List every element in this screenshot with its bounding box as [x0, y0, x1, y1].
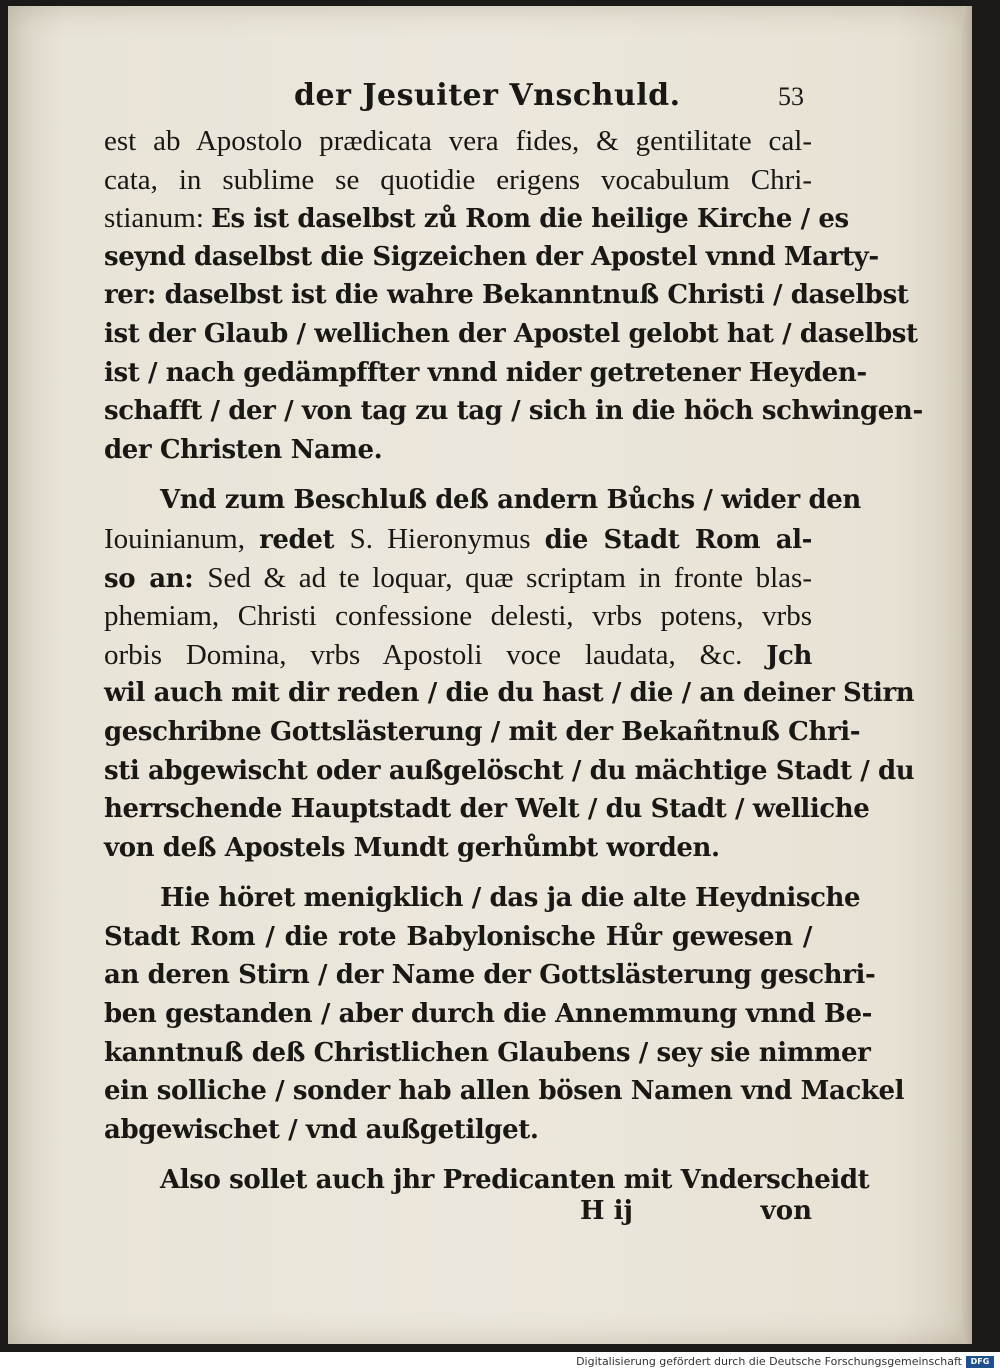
text-line — [104, 752, 915, 791]
text-line — [104, 636, 812, 675]
text-line — [104, 1111, 812, 1150]
text-line — [104, 956, 876, 995]
paragraph — [104, 879, 905, 1149]
text-line — [104, 713, 861, 752]
german-text: von deß Apostels Mundt gerhůmbt worden. — [104, 832, 720, 863]
latin-text: phemiam, Christi confessione delesti, vrbs potens, vrbs — [104, 600, 812, 633]
latin-text: Sed & ad te loquar, quæ scriptam in fronte blas- — [207, 561, 812, 594]
body-text — [104, 122, 923, 1212]
text-line — [104, 790, 870, 829]
page-number: 53 — [778, 82, 804, 111]
latin-text: est ab Apostolo prædicata vera fides, & gentilitate cal- — [104, 125, 812, 157]
german-text: kanntnuß deß Christlichen Glaubens / sey sie nimmer — [104, 1037, 871, 1068]
paragraph — [104, 1161, 870, 1200]
latin-text: Iouinianum, — [104, 522, 260, 555]
text-line — [104, 481, 861, 520]
catchline — [104, 1196, 812, 1236]
german-text: Es ist daselbst zů Rom die heilige Kirche / es — [211, 204, 849, 235]
catchword: von — [760, 1196, 812, 1226]
page-header — [8, 78, 972, 118]
text-line — [104, 392, 923, 431]
german-text: ben gestanden / aber durch die Annemmung vnnd Be- — [104, 999, 872, 1030]
text-line — [104, 1034, 871, 1073]
german-text: Stadt Rom / die rote Babylonische Hůr gewesen / — [104, 921, 812, 952]
footer-credit: Digitalisierung gefördert durch die Deutsche Forschungsgemeinschaft — [576, 1355, 962, 1368]
german-text: seynd daselbst die Sigzeichen der Apostel vnnd Marty- — [104, 241, 879, 272]
text-line — [104, 879, 861, 918]
text-line — [104, 520, 812, 559]
text-line — [104, 597, 812, 636]
german-text: ist / nach gedämpffter vnnd nider getretener Heyden- — [104, 357, 867, 388]
german-text: geschribne Gottslästerung / mit der Bekañtnuß Chri- — [104, 716, 861, 747]
text-line — [104, 315, 918, 354]
running-head: der Jesuiter Vnschuld. — [294, 78, 681, 113]
german-text: Jch — [766, 640, 812, 671]
page-edge — [962, 6, 972, 1344]
german-text: Also sollet auch jhr Predicanten mit Vnderscheidt — [160, 1165, 870, 1196]
german-text: sti abgewischt oder außgelöscht / du mächtige Stadt / du — [104, 755, 915, 786]
german-text: abgewischet / vnd außgetilget. — [104, 1114, 539, 1145]
text-line — [104, 238, 879, 277]
latin-text: orbis Domina, vrbs Apostoli voce laudata, &c. — [104, 638, 767, 671]
text-line — [104, 995, 872, 1034]
text-line — [104, 1072, 905, 1111]
text-line — [104, 199, 849, 238]
text-line — [104, 1161, 870, 1200]
german-text: herrschende Hauptstadt der Welt / du Stadt / welliche — [104, 794, 870, 825]
german-text: die Stadt Rom al- — [544, 524, 813, 555]
text-line — [104, 276, 909, 315]
dfg-logo: DFG — [966, 1356, 994, 1368]
text-line — [104, 829, 812, 868]
text-line — [104, 559, 812, 598]
text-line — [104, 674, 915, 713]
text-line — [104, 354, 867, 393]
german-text: redet — [259, 524, 350, 555]
footer-band — [0, 1352, 1000, 1372]
text-line — [104, 431, 812, 470]
paragraph — [104, 122, 923, 469]
signature-mark: H ij — [580, 1196, 633, 1226]
paragraph — [104, 481, 915, 867]
latin-text: S. Hieronymus — [349, 522, 545, 555]
german-text: ein solliche / sonder hab allen bösen Namen vnd Mackel — [104, 1076, 905, 1107]
german-text: an deren Stirn / der Name der Gottslästerung geschri- — [104, 960, 876, 991]
text-line — [104, 161, 812, 200]
text-line — [104, 918, 812, 957]
german-text: so an: — [104, 563, 208, 594]
book-page — [8, 6, 972, 1344]
latin-text: cata, in sublime se quotidie erigens vocabulum Chri- — [104, 163, 812, 196]
german-text: schafft / der / von tag zu tag / sich in die höch schwingen- — [104, 396, 923, 427]
german-text: ist der Glaub / wellichen der Apostel gelobt hat / daselbst — [104, 318, 918, 349]
german-text: rer: daselbst ist die wahre Bekanntnuß Christi / daselbst — [104, 280, 909, 311]
german-text: Vnd zum Beschluß deß andern Bůchs / wider den — [160, 485, 861, 516]
german-text: wil auch mit dir reden / die du hast / die / an deiner Stirn — [104, 678, 915, 709]
german-text: Hie höret menigklich / das ja die alte Heydnische — [160, 883, 861, 914]
text-line — [104, 122, 812, 161]
latin-text: stianum: — [104, 202, 212, 235]
german-text: der Christen Name. — [104, 434, 383, 465]
